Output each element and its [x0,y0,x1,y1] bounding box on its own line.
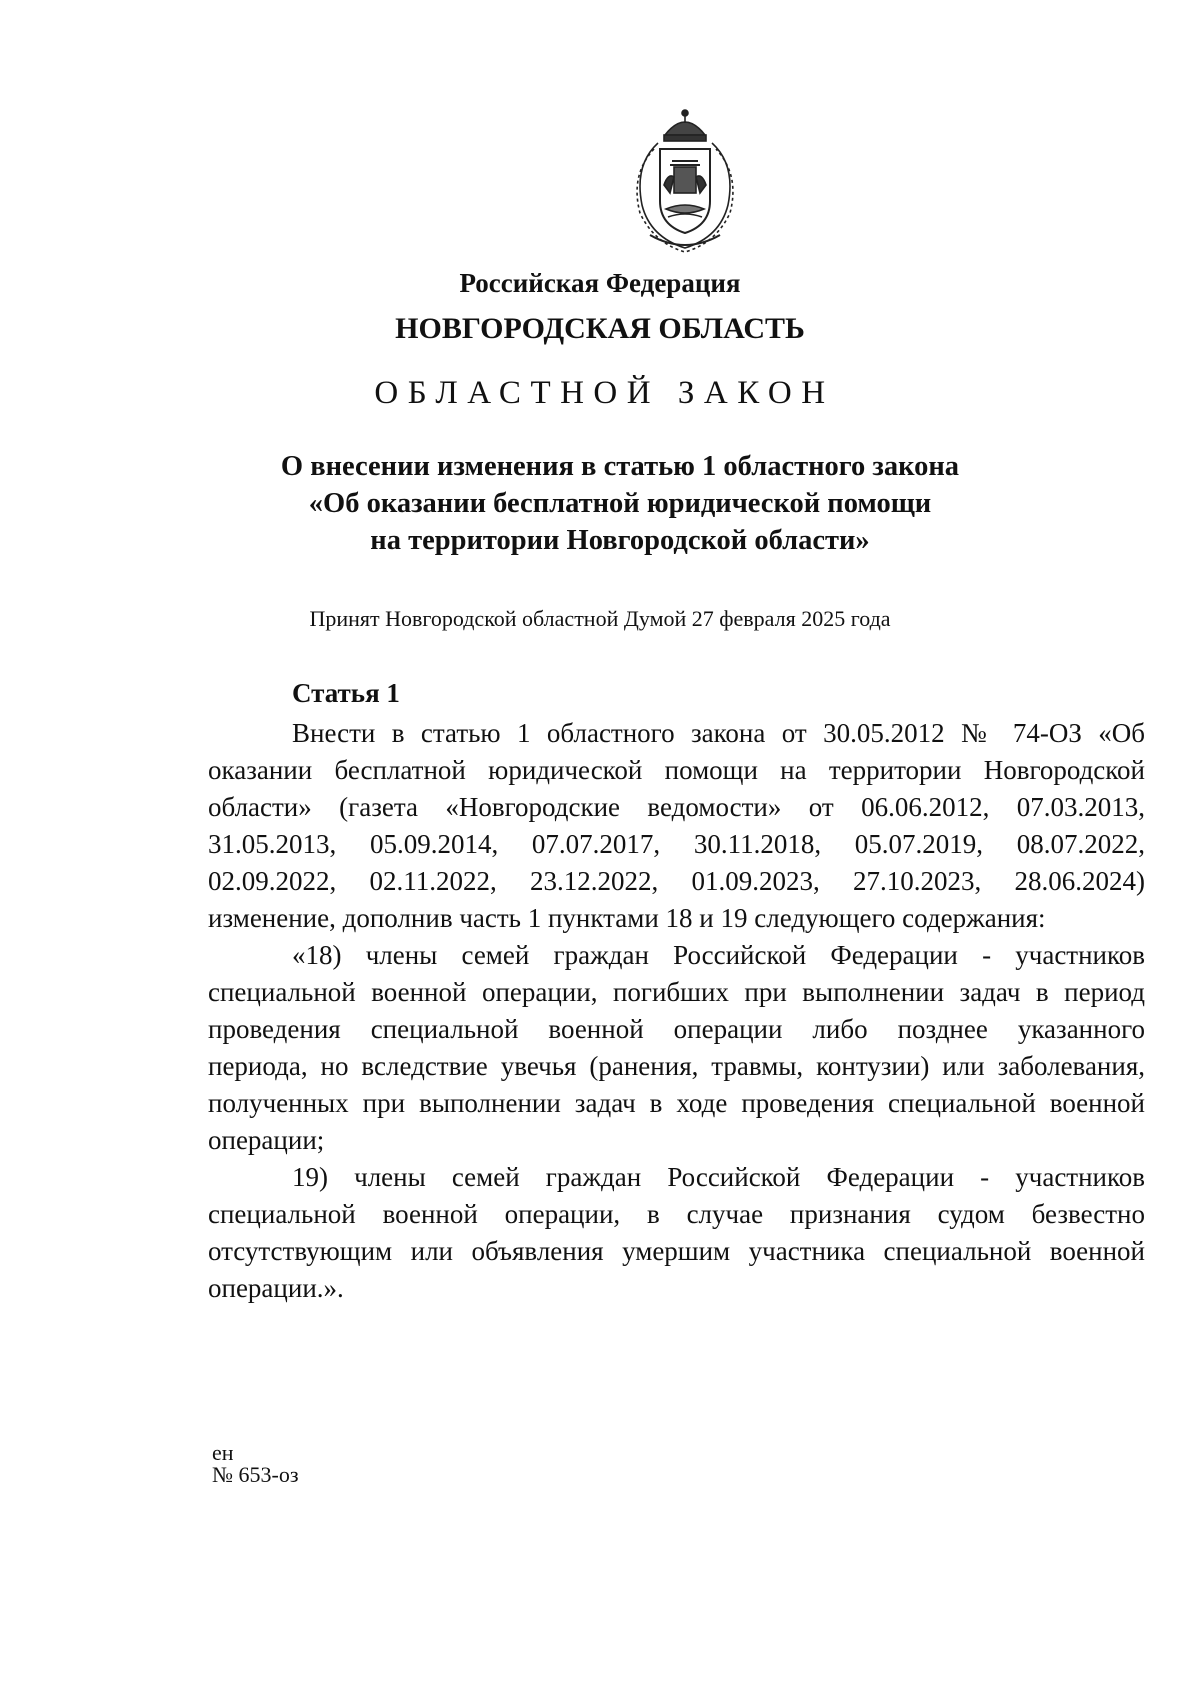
paragraph-line: Внести в статью 1 областного закона от 30.05.2012 № 74-ОЗ «Об [292,718,1145,748]
paragraph-line: оказании бесплатной юридической помощи на территории Новгородской [208,755,1145,785]
title-line: О внесении изменения в статью 1 областного закона [280,451,960,482]
article-paragraph [208,715,1145,937]
law-title [230,448,1010,559]
registration-footer [212,1442,299,1486]
paragraph-line: специальной военной операции, в случае признания судом безвестно [208,1199,1145,1229]
paragraph-line: области» (газета «Новгородские ведомости» от 06.06.2012, 07.03.2013, [208,792,1145,822]
paragraph-line: изменение, дополнив часть 1 пунктами 18 и 19 следующего содержания: [208,903,1046,933]
paragraph-line: полученных при выполнении задач в ходе проведения специальной военной [208,1088,1145,1118]
adoption-note: Принят Новгородской областной Думой 27 февраля 2025 года [309,606,891,631]
paragraph-line: операции; [208,1125,325,1155]
paragraph-line: проведения специальной военной операции либо позднее указанного [208,1014,1145,1044]
law-number: № 653-оз [212,1462,299,1487]
novgorod-coat-of-arms-icon [620,105,750,255]
title-line: на территории Новгородской области» [370,525,870,556]
article-paragraph [208,1159,1145,1307]
paragraph-line: «18) члены семей граждан Российской Федерации - участников [292,940,1145,970]
paragraph-line: отсутствующим или объявления умершим участника специальной военной [208,1236,1145,1266]
paragraph-line: 19) члены семей граждан Российской Федерации - участников [292,1162,1145,1192]
federation-heading: Российская Федерация [459,268,741,298]
document-type-heading: ОБЛАСТНОЙ ЗАКОН [374,375,835,411]
paragraph-line: 02.09.2022, 02.11.2022, 23.12.2022, 01.09.2023, 27.10.2023, 28.06.2024) [208,866,1145,896]
footer-initials: ен [212,1440,234,1465]
title-line: «Об оказании бесплатной юридической помощи [308,488,932,519]
paragraph-line: специальной военной операции, погибших при выполнении задач в период [208,977,1145,1007]
paragraph-line: периода, но вследствие увечья (ранения, травмы, контузии) или заболевания, [208,1051,1145,1081]
paragraph-line: 31.05.2013, 05.09.2014, 07.07.2017, 30.11.2018, 05.07.2019, 08.07.2022, [208,829,1145,859]
region-heading: НОВГОРОДСКАЯ ОБЛАСТЬ [395,312,805,345]
paragraph-line: операции.». [208,1273,344,1303]
article-paragraph [208,937,1145,1159]
article-heading: Статья 1 [292,678,400,708]
